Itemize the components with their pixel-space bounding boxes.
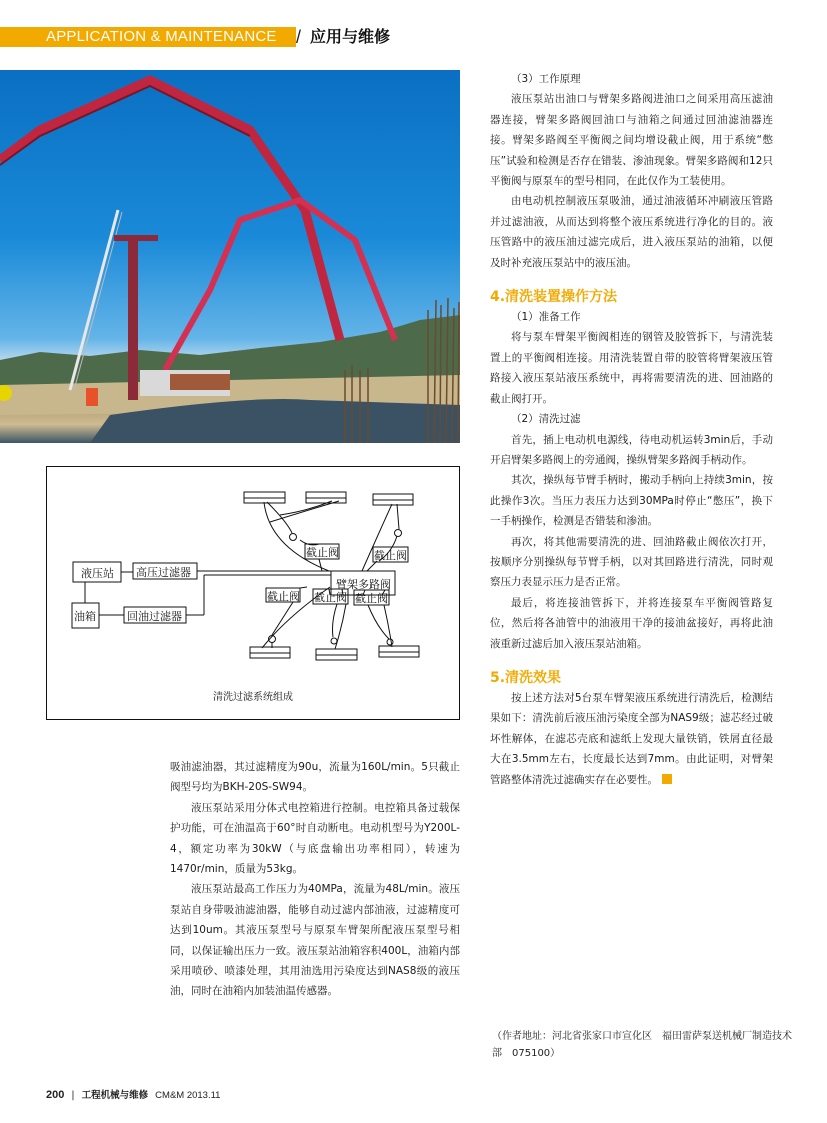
cylinder-top-1	[244, 492, 285, 503]
magazine-name: 工程机械与维修	[81, 1090, 149, 1101]
node-oil-tank: 油箱	[74, 610, 96, 623]
cylinder-bottom-2	[316, 649, 357, 660]
cleaning-system-diagram	[46, 466, 460, 720]
photo-illustration	[0, 70, 460, 443]
gauge-icon	[331, 638, 337, 644]
gauge-icon	[395, 530, 402, 537]
paragraph: 液压泵站采用分体式电控箱进行控制。电控箱具备过载保护功能，可在油温高于60°时自动断电。电动机型号为Y200L-4，额定功率为30kW（与底盘输出功率相同），转速为1470r/min，质量为53kg。	[170, 801, 460, 876]
cylinder-top-2	[306, 492, 346, 503]
subsection-title: （1）准备工作	[511, 311, 581, 324]
node-stop-valve-1: 截止阀	[306, 546, 339, 559]
paragraph: 其次，操纵每节臂手柄时，搬动手柄向上持续3min，按此操作3次。当压力表压力达到30MPa时停止“憋压”，换下一手柄操作，检测是否错装和渗油。	[490, 474, 773, 528]
cylinder-top-3	[373, 494, 413, 505]
author-address: （作者地址：河北省张家口市宣化区 福田雷萨泵送机械厂制造技术部 075100）	[492, 1031, 792, 1059]
cylinder-bottom-1	[250, 647, 290, 658]
paragraph: 再次，将其他需要清洗的进、回油路截止阀依次打开，按顺序分别操纵每节臂手柄，以对其回路进行清洗，同时观察压力表显示压力是否正常。	[490, 535, 773, 589]
paragraph: 液压泵站出油口与臂架多路阀进油口之间采用高压滤油器连接，臂架多路阀回油口与油箱之间通过回油滤油器连接。臂架多路阀至平衡阀之间均增设截止阀，用于系统“憋压”试验和检测是否存在错装、渗油现象。臂架多路阀和12只平衡阀与原泵车的型号相同，在此仅作为工装使用。	[490, 93, 773, 188]
node-return-filter: 回油过滤器	[127, 610, 182, 623]
paragraph-text: 按上述方法对5台泵车臂架液压系统进行清洗后，检测结果如下：清洗前后液压油污染度全部为NAS9级；滤芯经过破坏性解体，在滤芯壳底和滤纸上发现大量铁销，铁屑直径最大在3.5mm左右，长度最长达到7mm。由此证明，对臂架管路整体清洗过滤确实存在必要性。	[490, 691, 773, 786]
diagram-canvas	[47, 467, 459, 719]
node-high-pressure-filter: 高压过滤器	[136, 566, 191, 579]
gauge-icon	[290, 534, 297, 541]
page-footer	[46, 1087, 220, 1101]
left-column	[170, 757, 460, 1002]
cylinder-bottom-3	[379, 646, 419, 657]
end-mark-icon	[662, 774, 672, 784]
paragraph: 首先，插上电动机电源线，待电动机运转3min后，手动开启臂架多路阀上的旁通阀，操纵臂架多路阀手柄动作。	[490, 433, 773, 466]
paragraph: 由电动机控制液压泵吸油，通过油液循环冲刷液压管路并过滤油液，从而达到将整个液压系统进行净化的目的。液压管路中的液压油过滤完成后，进入液压泵站的油箱，以便及时补充液压泵站中的液压油。	[490, 195, 773, 269]
paragraph	[490, 688, 773, 790]
main-pump-boom	[0, 80, 340, 340]
node-stop-valve-3: 截止阀	[267, 590, 300, 603]
paragraph: 最后，将连接油管拆下，并将连接泵车平衡阀管路复位，然后将各油管中的油液用干净的接油盆接好，再将此油液重新过滤后加入液压泵站油箱。	[490, 596, 773, 650]
subsection-title: （2）清洗过滤	[511, 413, 581, 426]
section-heading: 5.清洗效果	[490, 669, 562, 686]
right-column	[490, 69, 773, 790]
node-hydraulic-station: 液压站	[81, 567, 114, 580]
subsection-title: （3）工作原理	[511, 73, 581, 85]
section-title-cn: 应用与维修	[310, 27, 391, 46]
paragraph: 将与泵车臂架平衡阀相连的钢管及胶管拆下，与清洗装置上的平衡阀相连接。用清洗装置自带的胶管将臂架液压管路接入液压泵站液压系统中，再将需要清洗的进、回油路的截止阀打开。	[490, 331, 773, 405]
diagram-caption: 清洗过滤系统组成	[213, 692, 293, 703]
page-number: 200	[46, 1089, 65, 1101]
flag-orange	[86, 388, 98, 406]
section-title-en: APPLICATION & MAINTENANCE	[46, 28, 277, 45]
concrete-pump-photo	[0, 70, 460, 443]
node-stop-valve-5: 截止阀	[355, 592, 388, 605]
node-stop-valve-4: 截止阀	[314, 591, 347, 604]
gauge-icon	[387, 639, 393, 645]
node-boom-valve: 臂架多路阀	[336, 578, 391, 591]
footer-separator: |	[71, 1090, 75, 1101]
header-slash: /	[296, 27, 302, 47]
issue-label: CM&M 2013.11	[155, 1090, 221, 1101]
paragraph: 液压泵站最高工作压力为40MPa，流量为48L/min。液压泵站自身带吸油滤油器，能够自动过滤内部油液，过滤精度可达到10um。其液压泵型号与原泵车臂架所配液压泵型号相同，以保证输出压力一致。液压泵站油箱容积400L，油箱内部采用喷砂、喷漆处理，其用油选用污染度达到NAS8级的液压油，同时在油箱内加装油温传感器。	[170, 883, 460, 998]
red-tower	[128, 240, 138, 400]
section-heading: 4.清洗装置操作方法	[490, 289, 618, 306]
node-stop-valve-2: 截止阀	[374, 549, 407, 562]
paragraph: 吸油滤油器，其过滤精度为90u，流量为160L/min。5只截止阀型号均为BKH-20S-SW94。	[170, 761, 460, 794]
